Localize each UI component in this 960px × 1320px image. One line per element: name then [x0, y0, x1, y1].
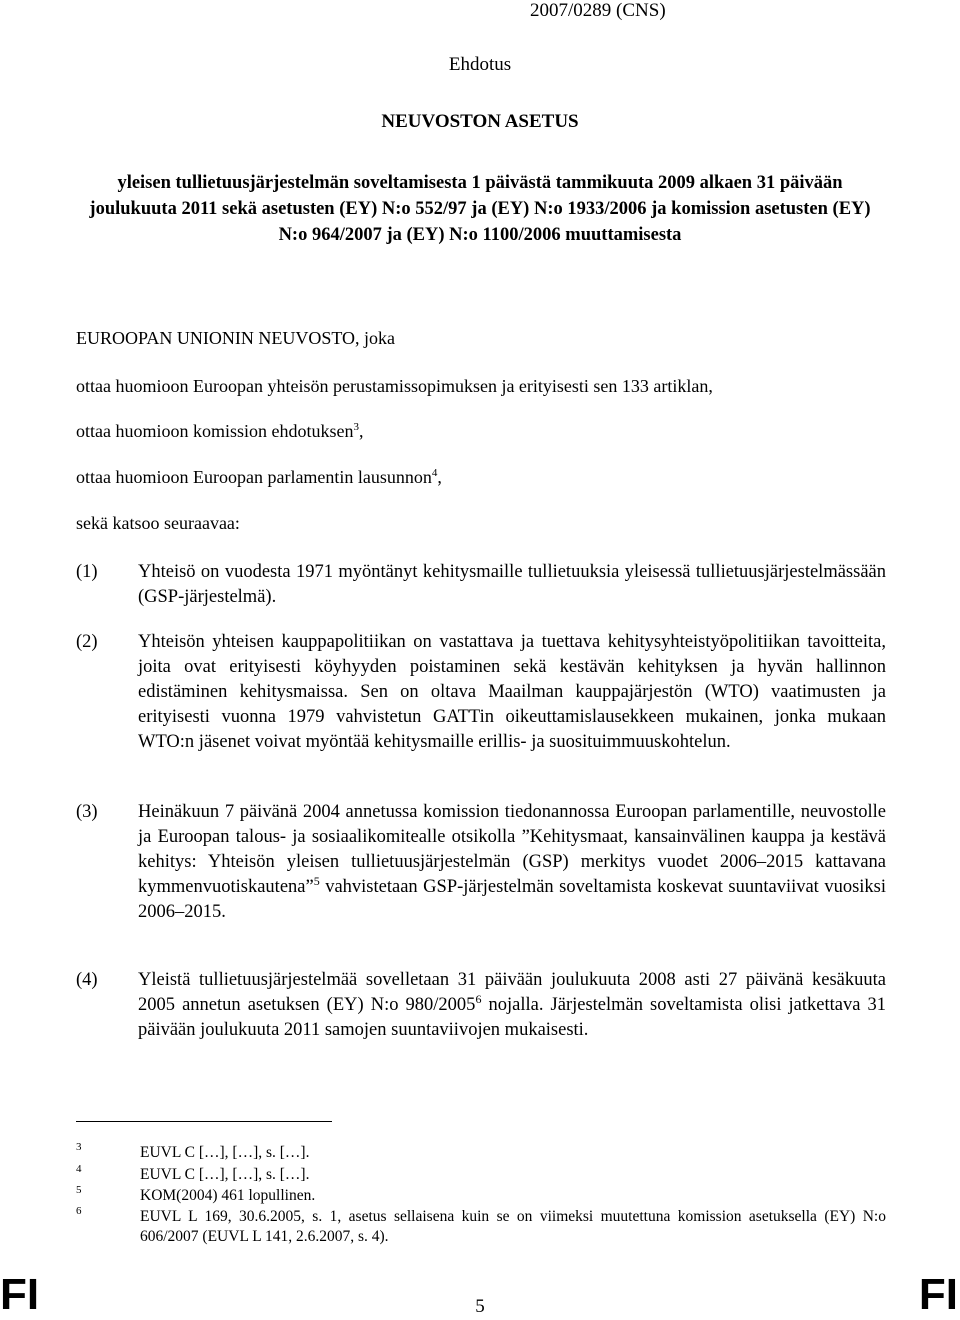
recital-text [138, 800, 886, 925]
recital-4 [76, 968, 886, 1043]
footnote-ref-5: 5 [313, 873, 320, 888]
footnote-text: EUVL C […], […], s. […]. [140, 1166, 310, 1183]
footnote-text: KOM(2004) 461 lopullinen. [140, 1187, 316, 1204]
footnote-ref-4: 4 [431, 467, 438, 479]
recital-text: Yhteisön yhteisen kauppapolitiikan on vastattava ja tuettava kehitysyhteistyöpolitiikan tavoitteita, joita ovat erityisesti köyhyyden poistaminen sekä kestävän kehityksen ja hyvän hallinnon edistäminen kehitysmaissa. Sen on oltava Maailman kauppajärjestön (WTO) vaatimusten ja erityisesti vuonna 1979 vahvistetun GATTin oikeuttamislausekkeen mukainen, jonka mukaan WTO:n jäsenet voivat myöntää kehitysmaille erillis- ja suosituimmuuskohtelun. [138, 632, 886, 752]
footnote-number: 4 [76, 1163, 82, 1175]
citation-2-comma: , [358, 421, 364, 441]
footnote-ref-6: 6 [475, 991, 482, 1006]
footnote-3 [76, 1143, 886, 1163]
recital-number: (2) [76, 632, 98, 652]
page-number: 5 [475, 1296, 485, 1317]
language-code-left: FI [0, 1270, 40, 1319]
document-label: Ehdotus [448, 54, 512, 75]
recital-text-part: Heinäkuun 7 päivänä 2004 annetussa komission tiedonannossa Euroopan parlamentille, neuvostolle ja Euroopan talous- ja sosiaalikomitealle otsikolla ”Kehitysmaat, kansainvälinen kauppa ja kestävä kehitys: Yhteisön yleisen tullietuusjärjestelmän (GSP) merkitys vuodet 2006–2015 kattavana kymmenvuotiskautena” [138, 802, 886, 897]
document-title: NEUVOSTON ASETUS [381, 111, 579, 132]
citation-3 [76, 467, 442, 488]
footnote-text: EUVL L 169, 30.6.2005, s. 1, asetus sellaisena kuin se on viimeksi muutettuna komission asetuksella (EY) N:o 606/2007 (EUVL L 141, 2.6.2007, s. 4). [140, 1208, 886, 1245]
citation-3-comma: , [437, 467, 442, 487]
recital-number: (1) [76, 562, 98, 582]
recital-text-part: nojalla. Järjestelmän soveltamista olisi jatkettava 31 päivään joulukuuta 2011 samojen suuntaviivojen mukaisesti. [138, 995, 887, 1040]
footnote-number: 3 [76, 1141, 82, 1153]
footnote-ref-3: 3 [353, 421, 359, 433]
recital-text-part: Yleistä tullietuusjärjestelmää sovelletaan 31 päivään joulukuuta 2008 asti 27 päivänä kesäkuuta 2005 annetun asetuksen (EY) N:o 980/2005 [138, 970, 886, 1015]
recital-text-part: vahvistetaan GSP-järjestelmän soveltamista koskevat suuntaviivat vuosiksi 2006–2015. [138, 877, 886, 922]
recital-text [138, 968, 886, 1043]
footnote-6 [76, 1207, 886, 1247]
whereas-line: sekä katsoo seuraavaa: [76, 513, 240, 533]
footnote-5 [76, 1186, 886, 1206]
recital-3 [76, 800, 886, 925]
preamble-intro: EUROOPAN UNIONIN NEUVOSTO, joka [76, 328, 395, 348]
language-code-right: FI [918, 1270, 958, 1319]
footnote-4 [76, 1165, 886, 1185]
footnote-text: EUVL C […], […], s. […]. [140, 1144, 310, 1161]
recital-1 [76, 560, 886, 610]
document-subject: yleisen tullietuusjärjestelmän soveltamisesta 1 päivästä tammikuuta 2009 alkaen 31 päivään joulukuuta 2011 sekä asetusten (EY) N:o 552/97 ja (EY) N:o 1933/2006 ja komission asetusten (EY) N:o 964/2007 ja (EY) N:o 1100/2006 muuttamisesta [89, 173, 871, 245]
citation-2-text: ottaa huomioon komission ehdotuksen [76, 421, 354, 441]
recital-text: Yhteisö on vuodesta 1971 myöntänyt kehitysmaille tullietuuksia yleisessä tullietuusjärjestelmässään (GSP-järjestelmä). [138, 562, 886, 607]
citation-3-text: ottaa huomioon Euroopan parlamentin lausunnon [76, 467, 432, 487]
recital-number: (3) [76, 802, 98, 822]
recital-number: (4) [76, 970, 98, 990]
document-number: 2007/0289 (CNS) [530, 0, 666, 21]
footnote-number: 6 [76, 1205, 82, 1217]
recital-2 [76, 630, 886, 755]
citation-2 [76, 421, 363, 442]
footnote-separator [76, 1121, 332, 1122]
citation-1: ottaa huomioon Euroopan yhteisön perustamissopimuksen ja erityisesti sen 133 artiklan, [76, 376, 713, 396]
footnote-number: 5 [76, 1184, 82, 1196]
